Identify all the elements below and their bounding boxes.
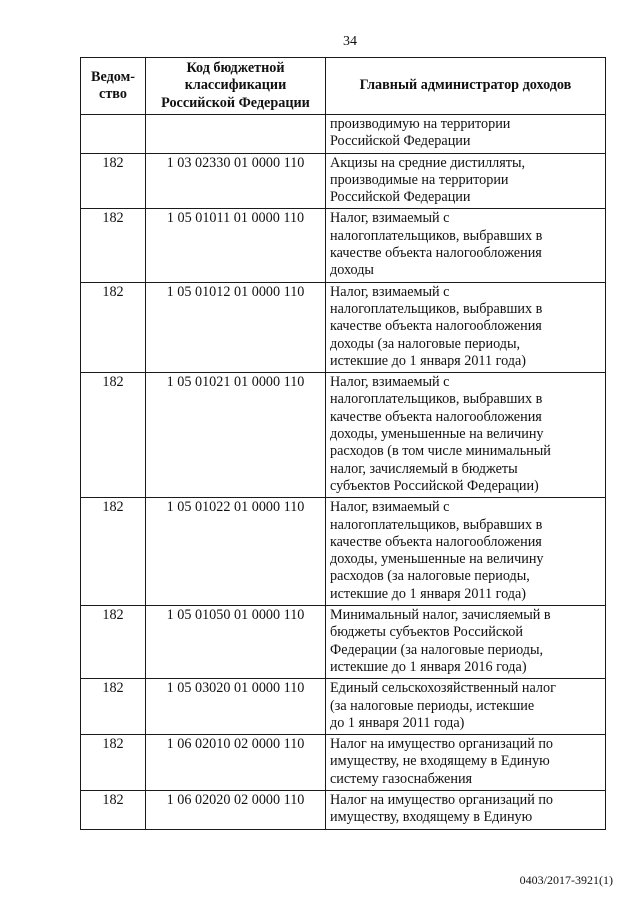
dept-cell bbox=[81, 115, 146, 154]
code-cell: 1 03 02330 01 0000 110 bbox=[146, 153, 326, 209]
header-row bbox=[81, 58, 606, 115]
admin-cell: Налог, взимаемый с налогоплательщиков, выбравших в качестве объекта налогообложения доходы, уменьшенные на величину расходов (за налоговые периоды, истекшие до 1 января 2011 года) bbox=[326, 498, 606, 606]
table-row bbox=[81, 115, 606, 154]
table-row bbox=[81, 735, 606, 791]
dept-cell: 182 bbox=[81, 735, 146, 791]
dept-cell: 182 bbox=[81, 153, 146, 209]
table-row bbox=[81, 373, 606, 498]
document-number: 0403/2017-3921(1) bbox=[519, 873, 613, 887]
code-cell: 1 05 03020 01 0000 110 bbox=[146, 679, 326, 735]
table-body bbox=[81, 115, 606, 830]
admin-cell: Налог на имущество организаций по имуществу, входящему в Единую bbox=[326, 790, 606, 829]
table-row bbox=[81, 498, 606, 606]
table-row bbox=[81, 790, 606, 829]
code-cell: 1 05 01021 01 0000 110 bbox=[146, 373, 326, 498]
admin-cell: Минимальный налог, зачисляемый в бюджеты субъектов Российской Федерации (за налоговые периоды, истекшие до 1 января 2016 года) bbox=[326, 606, 606, 679]
code-cell: 1 05 01012 01 0000 110 bbox=[146, 282, 326, 372]
code-cell: 1 05 01011 01 0000 110 bbox=[146, 209, 326, 282]
budget-classification-table bbox=[80, 57, 606, 830]
table-row bbox=[81, 282, 606, 372]
code-cell bbox=[146, 115, 326, 154]
code-cell: 1 06 02020 02 0000 110 bbox=[146, 790, 326, 829]
admin-cell: Акцизы на средние дистилляты, производимые на территории Российской Федерации bbox=[326, 153, 606, 209]
code-cell: 1 05 01022 01 0000 110 bbox=[146, 498, 326, 606]
admin-cell: Налог, взимаемый с налогоплательщиков, выбравших в качестве объекта налогообложения доходы bbox=[326, 209, 606, 282]
dept-cell: 182 bbox=[81, 373, 146, 498]
dept-cell: 182 bbox=[81, 679, 146, 735]
admin-cell: производимую на территории Российской Федерации bbox=[326, 115, 606, 154]
dept-cell: 182 bbox=[81, 209, 146, 282]
header-admin: Главный администратор доходов bbox=[326, 58, 606, 115]
dept-cell: 182 bbox=[81, 282, 146, 372]
page-number: 34 bbox=[343, 34, 357, 49]
admin-cell: Налог, взимаемый с налогоплательщиков, выбравших в качестве объекта налогообложения доходы, уменьшенные на величину расходов (в том числе минимальный налог, зачисляемый в бюджеты субъектов Российской Федерации) bbox=[326, 373, 606, 498]
header-code: Код бюджетной классификации Российской Федерации bbox=[146, 58, 326, 115]
table-row bbox=[81, 153, 606, 209]
table-row bbox=[81, 606, 606, 679]
admin-cell: Единый сельскохозяйственный налог (за налоговые периоды, истекшие до 1 января 2011 года) bbox=[326, 679, 606, 735]
code-cell: 1 06 02010 02 0000 110 bbox=[146, 735, 326, 791]
header-dept: Ведом- ство bbox=[81, 58, 146, 115]
code-cell: 1 05 01050 01 0000 110 bbox=[146, 606, 326, 679]
dept-cell: 182 bbox=[81, 498, 146, 606]
admin-cell: Налог, взимаемый с налогоплательщиков, выбравших в качестве объекта налогообложения доходы (за налоговые периоды, истекшие до 1 января 2011 года) bbox=[326, 282, 606, 372]
table-row bbox=[81, 209, 606, 282]
dept-cell: 182 bbox=[81, 790, 146, 829]
dept-cell: 182 bbox=[81, 606, 146, 679]
table-header bbox=[81, 58, 606, 115]
table-row bbox=[81, 679, 606, 735]
admin-cell: Налог на имущество организаций по имуществу, не входящему в Единую систему газоснабжения bbox=[326, 735, 606, 791]
